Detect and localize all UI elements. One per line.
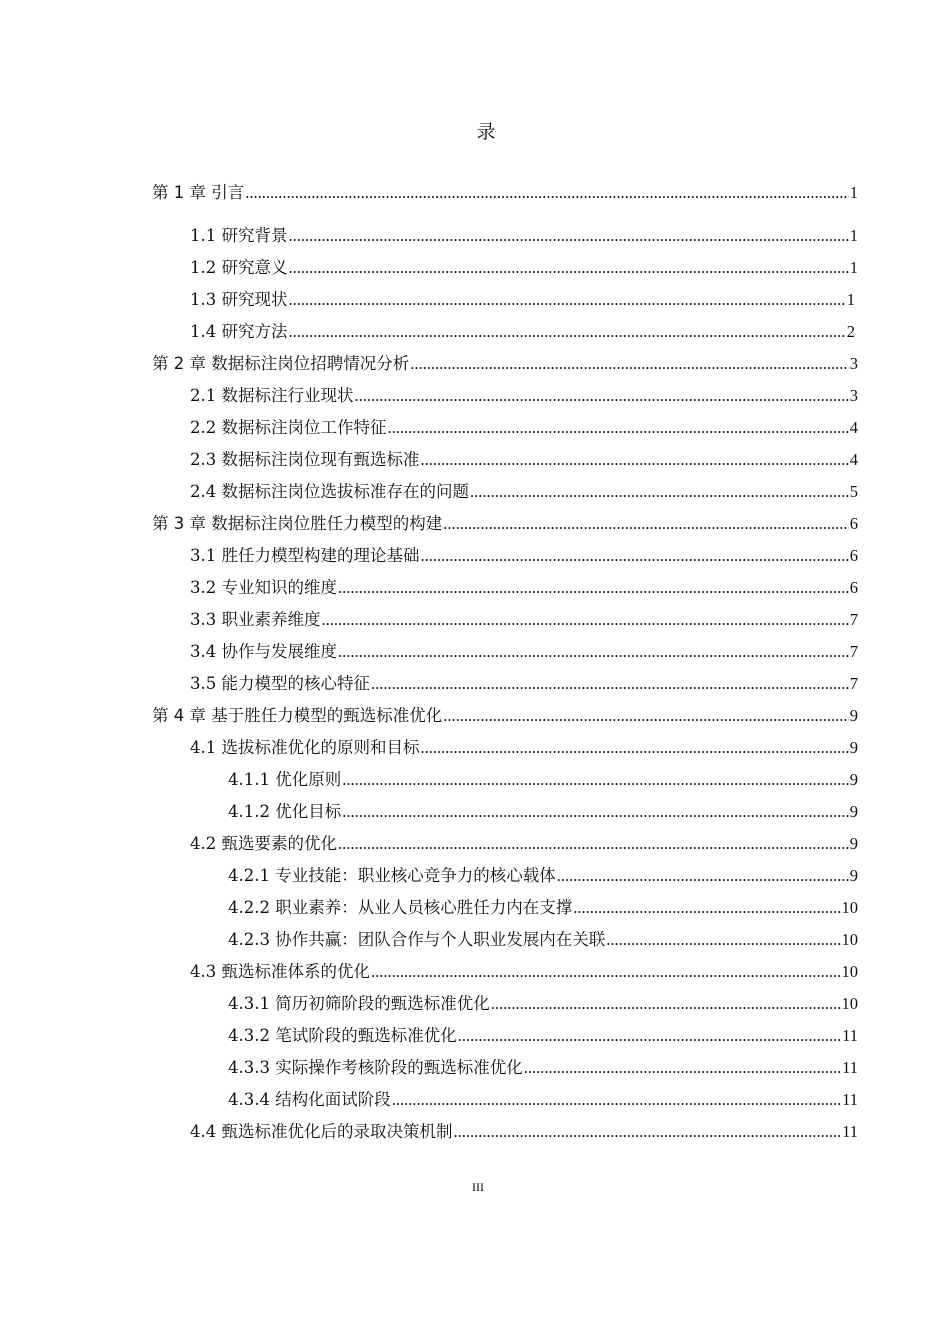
toc-entry[interactable] [190, 287, 855, 313]
toc-entry-page: 7 [849, 610, 858, 629]
toc-entry-page: 1 [849, 183, 858, 202]
toc-entry-page: 11 [842, 1090, 858, 1109]
toc-dot-leader [371, 959, 841, 985]
toc-entry-page: 1 [846, 290, 855, 309]
toc-entry-label: 第 3 章 数据标注岗位胜任力模型的构建 [152, 514, 443, 533]
toc-entry[interactable] [190, 639, 858, 665]
toc-entry-page: 3 [849, 386, 858, 405]
toc-entry-label: 2.1 数据标注行业现状 [190, 386, 354, 405]
toc-entry[interactable] [190, 319, 855, 345]
toc-entry-page: 7 [849, 674, 858, 693]
toc-entry[interactable] [228, 799, 858, 825]
toc-entry[interactable] [228, 863, 858, 889]
toc-entry-page: 4 [849, 418, 858, 437]
toc-entry-label: 1.3 研究现状 [190, 290, 288, 309]
toc-entry-page: 9 [849, 866, 858, 885]
toc-dot-leader [338, 639, 849, 665]
toc-dot-leader [421, 543, 849, 569]
toc-dot-leader [392, 1087, 841, 1113]
toc-dot-leader [388, 415, 849, 441]
toc-entry-label: 第 1 章 引言 [152, 183, 245, 202]
toc-entry-label: 1.4 研究方法 [190, 322, 288, 341]
toc-dot-leader [338, 831, 849, 857]
toc-entry-label: 4.2.3 协作共赢：团队合作与个人职业发展内在关联 [228, 930, 606, 949]
toc-dot-leader [606, 927, 840, 953]
toc-entry-page: 9 [849, 706, 858, 725]
toc-entry-page: 6 [849, 578, 858, 597]
toc-entry-page: 11 [842, 1026, 858, 1045]
toc-entry[interactable] [228, 767, 858, 793]
toc-entry[interactable] [190, 383, 858, 409]
toc-entry-label: 4.4 甄选标准优化后的录取决策机制 [190, 1122, 453, 1141]
toc-entry-label: 4.3.3 实际操作考核阶段的甄选标准优化 [228, 1058, 523, 1077]
toc-entry-page: 1 [849, 258, 858, 277]
toc-entry-page: 1 [849, 226, 858, 245]
toc-entry[interactable] [152, 703, 858, 729]
toc-entry-label: 2.3 数据标注岗位现有甄选标准 [190, 450, 420, 469]
page-title: 录 [476, 121, 496, 143]
toc-entry[interactable] [190, 223, 858, 249]
toc-entry[interactable] [228, 1055, 858, 1081]
toc-dot-leader [338, 575, 849, 601]
toc-entry[interactable] [190, 255, 858, 281]
toc-entry[interactable] [228, 1087, 858, 1113]
toc-entry[interactable] [228, 1023, 858, 1049]
toc-entry-label: 3.3 职业素养维度 [190, 610, 321, 629]
toc-entry[interactable] [190, 671, 858, 697]
toc-dot-leader [443, 511, 849, 537]
toc-entry-label: 3.5 能力模型的核心特征 [190, 674, 370, 693]
toc-dot-leader [355, 383, 849, 409]
toc-entry-label: 第 4 章 基于胜任力模型的甄选标准优化 [152, 706, 443, 725]
toc-entry-label: 2.4 数据标注岗位选拔标准存在的问题 [190, 482, 469, 501]
toc-entry-label: 1.2 研究意义 [190, 258, 288, 277]
toc-entry-page: 10 [841, 898, 858, 917]
toc-entry-label: 1.1 研究背景 [190, 226, 288, 245]
toc-entry-page: 10 [841, 930, 858, 949]
toc-dot-leader [524, 1055, 841, 1081]
toc-entry-label: 4.1.1 优化原则 [228, 770, 342, 789]
toc-entry[interactable] [152, 180, 858, 206]
toc-entry-label: 4.3 甄选标准体系的优化 [190, 962, 370, 981]
toc-entry-label: 4.2.1 专业技能：职业核心竞争力的核心载体 [228, 866, 556, 885]
toc-entry[interactable] [228, 991, 858, 1017]
toc-entry[interactable] [190, 415, 858, 441]
toc-entry-label: 第 2 章 数据标注岗位招聘情况分析 [152, 354, 410, 373]
toc-entry-page: 9 [849, 770, 858, 789]
toc-entry[interactable] [228, 927, 858, 953]
toc-dot-leader [289, 255, 849, 281]
toc-entry[interactable] [190, 959, 858, 985]
toc-dot-leader [421, 735, 849, 761]
toc-entry-page: 6 [849, 514, 858, 533]
toc-entry-page: 9 [849, 834, 858, 853]
toc-dot-leader [245, 180, 849, 206]
toc-entry[interactable] [190, 543, 858, 569]
toc-entry-label: 4.3.4 结构化面试阶段 [228, 1090, 391, 1109]
toc-entry[interactable] [190, 831, 858, 857]
toc-dot-leader [491, 991, 841, 1017]
toc-entry-page: 3 [849, 354, 858, 373]
toc-entry-label: 3.1 胜任力模型构建的理论基础 [190, 546, 420, 565]
toc-entry-page: 4 [849, 450, 858, 469]
page-number-footer: III [472, 1180, 484, 1194]
toc-entry[interactable] [190, 575, 858, 601]
toc-dot-leader [454, 1119, 842, 1145]
toc-entry-page: 6 [849, 546, 858, 565]
toc-entry-label: 3.4 协作与发展维度 [190, 642, 337, 661]
toc-entry-page: 10 [841, 962, 858, 981]
toc-entry-label: 2.2 数据标注岗位工作特征 [190, 418, 387, 437]
toc-entry-page: 5 [849, 482, 858, 501]
toc-dot-leader [458, 1023, 841, 1049]
toc-entry-page: 7 [849, 642, 858, 661]
toc-entry-label: 4.2 甄选要素的优化 [190, 834, 337, 853]
toc-entry[interactable] [152, 511, 858, 537]
toc-entry-label: 4.3.1 简历初筛阶段的甄选标准优化 [228, 994, 490, 1013]
toc-entry-page: 10 [841, 994, 858, 1013]
toc-entry-page: 9 [849, 738, 858, 757]
toc-dot-leader [289, 287, 846, 313]
toc-entry[interactable] [190, 607, 858, 633]
toc-entry-page: 11 [842, 1122, 858, 1141]
toc-entry-page: 2 [846, 322, 855, 341]
toc-dot-leader [470, 479, 849, 505]
toc-dot-leader [342, 799, 849, 825]
toc-entry-label: 4.1.2 优化目标 [228, 802, 342, 821]
toc-dot-leader [289, 319, 846, 345]
toc-dot-leader [443, 703, 849, 729]
toc-entry-label: 4.3.2 笔试阶段的甄选标准优化 [228, 1026, 457, 1045]
toc-dot-leader [342, 767, 849, 793]
toc-entry-page: 9 [849, 802, 858, 821]
toc-entry[interactable] [228, 895, 858, 921]
toc-entry-page: 11 [842, 1058, 858, 1077]
toc-entry[interactable] [190, 447, 858, 473]
toc-dot-leader [289, 223, 849, 249]
toc-dot-leader [557, 863, 849, 889]
toc-entry[interactable] [190, 735, 858, 761]
toc-entry[interactable] [190, 479, 858, 505]
toc-entry[interactable] [190, 1119, 858, 1145]
toc-dot-leader [410, 351, 849, 377]
toc-entry-label: 4.2.2 职业素养：从业人员核心胜任力内在支撑 [228, 898, 573, 917]
toc-entry-label: 4.1 选拔标准优化的原则和目标 [190, 738, 420, 757]
toc-dot-leader [371, 671, 849, 697]
toc-entry[interactable] [152, 351, 858, 377]
toc-dot-leader [573, 895, 840, 921]
toc-dot-leader [322, 607, 849, 633]
toc-dot-leader [421, 447, 849, 473]
toc-entry-label: 3.2 专业知识的维度 [190, 578, 337, 597]
